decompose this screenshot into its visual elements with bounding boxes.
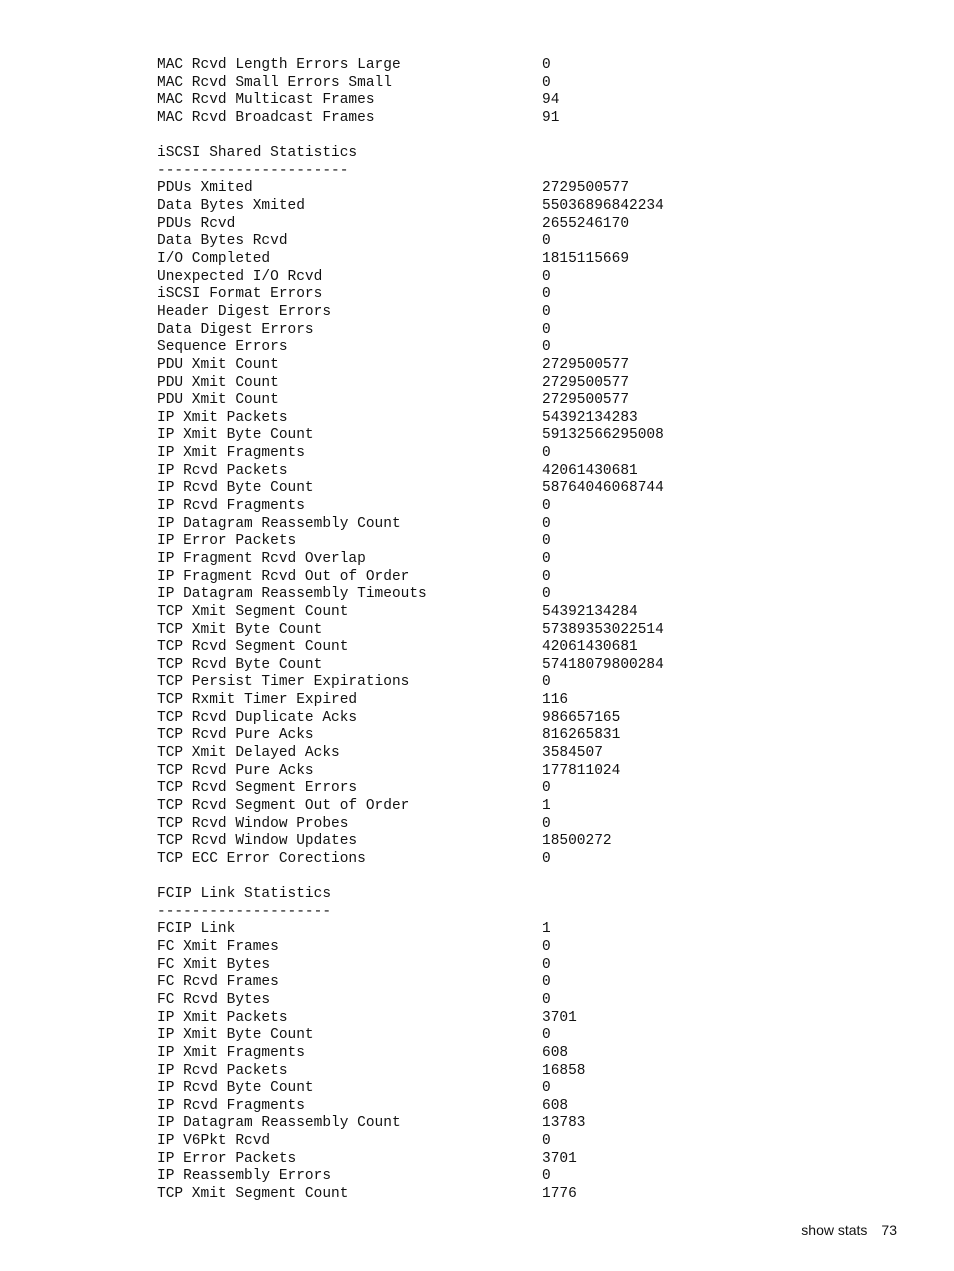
stat-value: 1776 [542, 1186, 577, 1202]
stat-label: IP Xmit Byte Count [157, 427, 314, 444]
stat-label: FC Rcvd Bytes [157, 991, 271, 1008]
stat-label: IP Rcvd Byte Count [157, 1080, 314, 1097]
stat-value: 177811024 [542, 762, 621, 779]
stat-row [157, 410, 777, 428]
stat-row [157, 727, 777, 745]
stat-value: 0 [542, 780, 551, 797]
stat-value: 116 [542, 692, 569, 709]
stat-label: MAC Rcvd Broadcast Frames [157, 109, 375, 126]
stat-value: 0 [542, 550, 551, 567]
stat-value: 0 [542, 939, 551, 956]
stat-label: PDUs Rcvd [157, 215, 236, 232]
stat-value: 0 [542, 956, 551, 973]
stat-label: IP Xmit Byte Count [157, 1027, 314, 1044]
stat-value: 608 [542, 1097, 569, 1114]
stat-row [157, 1045, 777, 1063]
stat-value: 57389353022514 [542, 621, 664, 638]
stat-label: IP Xmit Packets [157, 1009, 288, 1026]
stat-row [157, 463, 777, 481]
stat-label: PDU Xmit Count [157, 356, 279, 373]
stat-row [157, 75, 777, 93]
stat-value: 0 [542, 303, 551, 320]
stat-label: TCP Rcvd Pure Acks [157, 727, 314, 744]
stat-label: Data Bytes Xmited [157, 198, 305, 215]
stat-value: 13783 [542, 1115, 586, 1132]
page-footer [801, 1222, 897, 1238]
stat-row [157, 57, 777, 75]
stat-row [157, 392, 777, 410]
stat-label: IP Rcvd Fragments [157, 498, 305, 515]
stat-row [157, 569, 777, 587]
stat-row [157, 180, 777, 198]
stat-label: IP Xmit Fragments [157, 1044, 305, 1061]
stat-label: I/O Completed [157, 251, 271, 268]
stat-value: 42061430681 [542, 462, 638, 479]
stat-row [157, 780, 777, 798]
stat-value: 57418079800284 [542, 656, 664, 673]
stat-label: TCP Xmit Segment Count [157, 1186, 349, 1202]
stat-label: Header Digest Errors [157, 303, 332, 320]
stat-row [157, 798, 777, 816]
stat-row [157, 357, 777, 375]
stat-row [157, 304, 777, 322]
stat-value: 0 [542, 1133, 551, 1150]
stat-value: 2729500577 [542, 180, 630, 197]
stat-value: 91 [542, 109, 560, 126]
stat-row [157, 198, 777, 216]
stat-value: 0 [542, 57, 551, 73]
iscsi-stats-block [157, 180, 777, 868]
stat-label: FC Rcvd Frames [157, 974, 279, 991]
stat-value: 0 [542, 533, 551, 550]
stat-row [157, 1151, 777, 1169]
stats-output [157, 57, 777, 1204]
stat-label: IP Rcvd Packets [157, 1062, 288, 1079]
stat-label: Sequence Errors [157, 339, 288, 356]
stat-value: 55036896842234 [542, 198, 664, 215]
stat-value: 0 [542, 268, 551, 285]
stat-label: TCP ECC Error Corections [157, 850, 366, 867]
stat-value: 0 [542, 1027, 551, 1044]
stat-label: TCP Rcvd Window Probes [157, 815, 349, 832]
stat-value: 16858 [542, 1062, 586, 1079]
iscsi-rule: ---------------------- [157, 162, 349, 179]
stat-row [157, 745, 777, 763]
stat-value: 54392134284 [542, 603, 638, 620]
stat-label: TCP Rxmit Timer Expired [157, 692, 358, 709]
stat-label: IP Datagram Reassembly Timeouts [157, 586, 427, 603]
stat-row [157, 657, 777, 675]
stat-row [157, 586, 777, 604]
stat-row [157, 639, 777, 657]
stat-value: 0 [542, 321, 551, 338]
stat-row [157, 710, 777, 728]
stat-value: 0 [542, 850, 551, 867]
stat-value: 54392134283 [542, 409, 638, 426]
stat-label: IP Rcvd Fragments [157, 1097, 305, 1114]
stat-row [157, 551, 777, 569]
stat-row [157, 92, 777, 110]
stat-row [157, 816, 777, 834]
stat-value: 0 [542, 674, 551, 691]
stat-row [157, 604, 777, 622]
stat-label: TCP Xmit Segment Count [157, 603, 349, 620]
stat-value: 0 [542, 286, 551, 303]
stat-label: Unexpected I/O Rcvd [157, 268, 323, 285]
stat-row [157, 974, 777, 992]
stat-label: TCP Rcvd Segment Count [157, 639, 349, 656]
stat-label: IP Xmit Packets [157, 409, 288, 426]
stat-value: 0 [542, 233, 551, 250]
stat-row [157, 921, 777, 939]
stat-row [157, 427, 777, 445]
stat-label: TCP Rcvd Window Updates [157, 833, 358, 850]
stat-value: 2655246170 [542, 215, 630, 232]
stat-value: 3701 [542, 1009, 577, 1026]
footer-section-title: show stats [801, 1222, 868, 1238]
stat-label: IP Xmit Fragments [157, 445, 305, 462]
iscsi-heading: iSCSI Shared Statistics [157, 145, 358, 162]
stat-label: IP Datagram Reassembly Count [157, 1115, 401, 1132]
fcip-section [157, 886, 777, 1204]
stat-row [157, 1080, 777, 1098]
stat-label: TCP Persist Timer Expirations [157, 674, 410, 691]
stat-value: 58764046068744 [542, 480, 664, 497]
stat-label: TCP Rcvd Pure Acks [157, 762, 314, 779]
fcip-rule: -------------------- [157, 903, 332, 920]
page-number: 73 [881, 1222, 897, 1238]
stat-label: TCP Rcvd Segment Errors [157, 780, 358, 797]
stat-value: 986657165 [542, 709, 621, 726]
stat-row [157, 851, 777, 869]
stat-label: MAC Rcvd Length Errors Large [157, 57, 401, 73]
stat-row [157, 269, 777, 287]
stat-label: IP Fragment Rcvd Out of Order [157, 568, 410, 585]
stat-value: 59132566295008 [542, 427, 664, 444]
stat-row [157, 833, 777, 851]
stat-value: 0 [542, 974, 551, 991]
stat-value: 0 [542, 1168, 551, 1185]
stat-row [157, 957, 777, 975]
fcip-heading: FCIP Link Statistics [157, 886, 332, 903]
stat-label: IP Datagram Reassembly Count [157, 515, 401, 532]
stat-row [157, 692, 777, 710]
stat-value: 94 [542, 92, 560, 109]
stat-value: 0 [542, 991, 551, 1008]
stat-value: 3584507 [542, 744, 603, 761]
iscsi-section [157, 145, 777, 868]
stat-row [157, 1010, 777, 1028]
stat-value: 2729500577 [542, 392, 630, 409]
stat-value: 1815115669 [542, 251, 630, 268]
fcip-stats-block [157, 921, 777, 1203]
stat-row [157, 674, 777, 692]
stat-value: 42061430681 [542, 639, 638, 656]
stat-row [157, 1115, 777, 1133]
stat-row [157, 1133, 777, 1151]
stat-label: FC Xmit Frames [157, 939, 279, 956]
stat-label: MAC Rcvd Multicast Frames [157, 92, 375, 109]
mac-stats-block [157, 57, 777, 128]
stat-row [157, 1168, 777, 1186]
stat-label: IP Error Packets [157, 533, 297, 550]
stat-row [157, 498, 777, 516]
stat-value: 0 [542, 74, 551, 91]
stat-value: 2729500577 [542, 374, 630, 391]
stat-value: 0 [542, 515, 551, 532]
stat-row [157, 375, 777, 393]
stat-row [157, 322, 777, 340]
stat-row [157, 763, 777, 781]
stat-row [157, 1186, 777, 1204]
stat-value: 0 [542, 498, 551, 515]
stat-row [157, 480, 777, 498]
stat-label: TCP Rcvd Byte Count [157, 656, 323, 673]
stat-row [157, 992, 777, 1010]
stat-value: 2729500577 [542, 356, 630, 373]
stat-value: 608 [542, 1044, 569, 1061]
stat-row [157, 233, 777, 251]
stat-label: IP V6Pkt Rcvd [157, 1133, 271, 1150]
stat-value: 1 [542, 797, 551, 814]
stat-row [157, 339, 777, 357]
stat-label: IP Error Packets [157, 1150, 297, 1167]
stat-row [157, 445, 777, 463]
stat-value: 0 [542, 586, 551, 603]
stat-label: IP Fragment Rcvd Overlap [157, 550, 366, 567]
stat-value: 0 [542, 445, 551, 462]
stat-value: 0 [542, 815, 551, 832]
stat-value: 1 [542, 921, 551, 938]
stat-label: IP Rcvd Packets [157, 462, 288, 479]
stat-label: iSCSI Format Errors [157, 286, 323, 303]
stat-row [157, 516, 777, 534]
stat-row [157, 286, 777, 304]
stat-value: 0 [542, 568, 551, 585]
stat-row [157, 1098, 777, 1116]
stat-label: PDUs Xmited [157, 180, 253, 197]
stat-label: TCP Rcvd Segment Out of Order [157, 797, 410, 814]
stat-row [157, 1063, 777, 1081]
stat-value: 0 [542, 1080, 551, 1097]
stat-row [157, 939, 777, 957]
stat-label: FC Xmit Bytes [157, 956, 271, 973]
stat-row [157, 622, 777, 640]
stat-row [157, 216, 777, 234]
stat-row [157, 110, 777, 128]
stat-label: TCP Xmit Delayed Acks [157, 744, 340, 761]
stat-label: TCP Xmit Byte Count [157, 621, 323, 638]
stat-label: Data Bytes Rcvd [157, 233, 288, 250]
stat-label: IP Rcvd Byte Count [157, 480, 314, 497]
stat-value: 0 [542, 339, 551, 356]
stat-label: IP Reassembly Errors [157, 1168, 332, 1185]
stat-label: PDU Xmit Count [157, 374, 279, 391]
stat-label: FCIP Link [157, 921, 236, 938]
stat-value: 18500272 [542, 833, 612, 850]
stat-label: Data Digest Errors [157, 321, 314, 338]
stat-value: 3701 [542, 1150, 577, 1167]
stat-label: MAC Rcvd Small Errors Small [157, 74, 392, 91]
stat-label: PDU Xmit Count [157, 392, 279, 409]
stat-row [157, 251, 777, 269]
stat-value: 816265831 [542, 727, 621, 744]
stat-row [157, 1027, 777, 1045]
stat-label: TCP Rcvd Duplicate Acks [157, 709, 358, 726]
stat-row [157, 533, 777, 551]
